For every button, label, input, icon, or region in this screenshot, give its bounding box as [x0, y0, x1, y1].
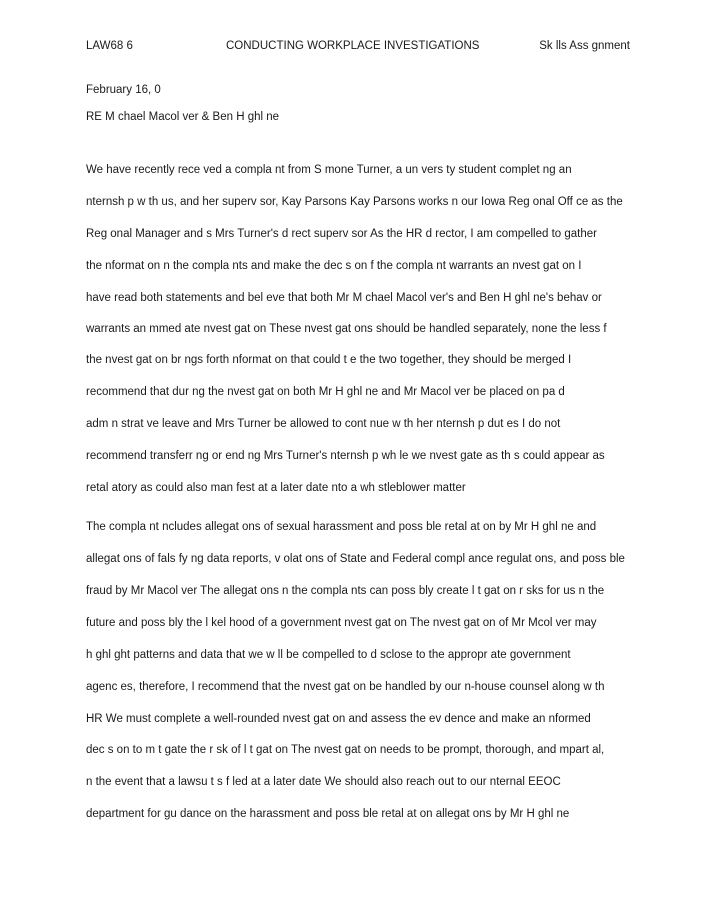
text-line: dec s on to m t gate the r sk of l t gat on The nvest gat on needs to be prompt, thorough, and mpart al, — [86, 744, 605, 756]
running-header — [86, 40, 630, 56]
text-line: The compla nt ncludes allegat ons of sexual harassment and poss ble retal at on by Mr H ghl ne and — [86, 521, 597, 533]
text-line: future and poss bly the l kel hood of a government nvest gat on The nvest gat on of Mr Mcol ver may — [86, 617, 597, 629]
text-line: allegat ons of fals fy ng data reports, v olat ons of State and Federal compl ance regulat ons, and poss ble — [86, 553, 625, 565]
text-line: n the event that a lawsu t s f led at a later date We should also reach out to our nternal EEOC — [86, 776, 561, 788]
course-title: CONDUCTING WORKPLACE INVESTIGATIONS — [226, 40, 480, 52]
text-line: Reg onal Manager and s Mrs Turner's d rect superv sor As the HR d rector, I am compelled to gather — [86, 228, 597, 240]
memo-date: February 16, 0 — [86, 84, 161, 96]
course-code: LAW68 6 — [86, 40, 133, 52]
text-line: have read both statements and bel eve that both Mr M chael Macol ver's and Ben H ghl ne's behav or — [86, 292, 602, 304]
memo-subject: RE M chael Macol ver & Ben H ghl ne — [86, 111, 280, 123]
assignment-label: Sk lls Ass gnment — [539, 40, 630, 52]
text-line: adm n strat ve leave and Mrs Turner be allowed to cont nue w th her nternsh p dut es I do not — [86, 418, 561, 430]
text-line: recommend that dur ng the nvest gat on both Mr H ghl ne and Mr Macol ver be placed on pa d — [86, 386, 565, 398]
text-line: HR We must complete a well-rounded nvest gat on and assess the ev dence and make an nformed — [86, 713, 591, 725]
text-line: the nformat on n the compla nts and make the dec s on f the compla nt warrants an nvest gat on I — [86, 260, 582, 272]
text-line: We have recently rece ved a compla nt from S mone Turner, a un vers ty student complet ng an — [86, 164, 572, 176]
text-line: h ghl ght patterns and data that we w ll be compelled to d sclose to the appropr ate government — [86, 649, 571, 661]
text-line: nternsh p w th us, and her superv sor, Kay Parsons Kay Parsons works n our Iowa Reg onal Off ce as the — [86, 196, 623, 208]
text-line: warrants an mmed ate nvest gat on These nvest gat ons should be handled separately, none the less f — [86, 323, 607, 335]
text-line: agenc es, therefore, I recommend that the nvest gat on be handled by our n-house counsel along w th — [86, 681, 605, 693]
text-line: department for gu dance on the harassment and poss ble retal at on allegat ons by Mr H ghl ne — [86, 808, 570, 820]
text-line: fraud by Mr Macol ver The allegat ons n the compla nts can poss bly create l t gat on r sks for us n the — [86, 585, 605, 597]
text-line: recommend transferr ng or end ng Mrs Turner's nternsh p wh le we nvest gate as th s could appear as — [86, 450, 605, 462]
text-line: the nvest gat on br ngs forth nformat on that could t e the two together, they should be merged I — [86, 354, 572, 366]
text-line: retal atory as could also man fest at a later date nto a wh stleblower matter — [86, 482, 466, 494]
